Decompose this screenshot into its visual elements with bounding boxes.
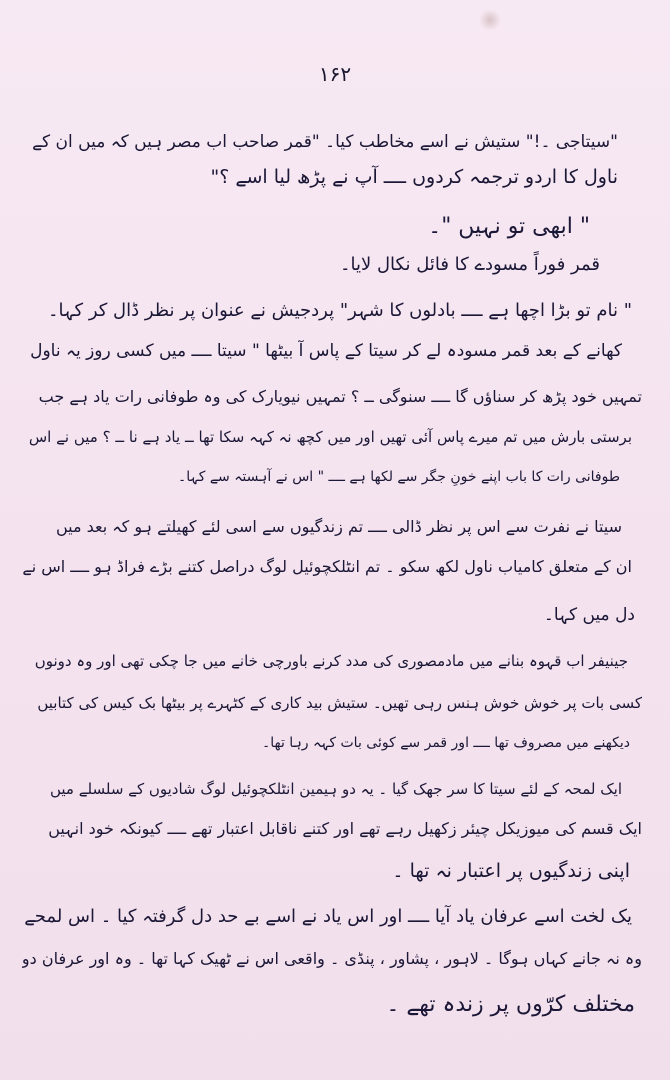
text-line: وہ نہ جانے کہاں ہوگا ۔ لاہور ، پشاور ، پنڈی ۔ واقعی اس نے ٹھیک کہا تھا ۔ وہ اور عرفان دو	[22, 949, 642, 968]
text-line: تمہیں خود پڑھ کر سناؤں گا ــــ سنوگی ــ ؟ تمہیں نیویارک کی وہ طوفانی رات یاد ہے جب	[38, 387, 642, 406]
text-line: دیکھنے میں مصروف تھا ــــ اور قمر سے کوئی بات کہہ رہا تھا۔	[262, 735, 630, 751]
text-line: دل میں کہا۔	[543, 605, 635, 625]
text-line: " نام تو بڑا اچھا ہے ــــ بادلوں کا شہر" پردجیش نے عنوان پر نظر ڈال کر کہا۔	[47, 300, 632, 321]
text-line: یک لخت اسے عرفان یاد آیا ــــ اور اس یاد نے اسے بے حد دل گرفتہ کیا ۔ اس لمحے	[24, 906, 632, 927]
text-line: قمر فوراً مسودے کا فائل نکال لایا۔	[340, 254, 600, 275]
text-line: اپنی زندگیوں پر اعتبار نہ تھا ۔	[392, 860, 630, 882]
text-line: برستی بارش میں تم میرے پاس آئی تھیں اور میں کچھ نہ کہہ سکا تھا ــ یاد ہے نا ــ ؟ میں نے اس	[28, 428, 632, 446]
text-line: کسی بات پر خوش خوش ہنس رہی تھیں۔ ستیش بید کاری کے کٹہرے پر بیٹھا بک کیس کی کتابیں	[37, 694, 642, 712]
text-line: "سیتاجی ۔!" ستیش نے اسے مخاطب کیا۔ "قمر صاحب اب مصر ہیں کہ میں ان کے	[32, 132, 618, 152]
text-line: طوفانی رات کا باب اپنے خونِ جگر سے لکھا ہے ــــ " اس نے آہستہ سے کہا۔	[178, 469, 620, 485]
text-line: ان کے متعلق کامیاب ناول لکھ سکو ۔ تم انٹلکچوئیل لوگ دراصل کتنے بڑے فراڈ ہو ــــ اس نے	[22, 557, 632, 576]
text-line: ایک لمحہ کے لئے سیتا کا سر جھک گیا ۔ یہ دو ہیمین انٹلکچوئیل لوگ شادیوں کے سلسلے میں	[49, 780, 622, 798]
text-line: ایک قسم کی میوزیکل چیئر زکھیل رہے تھے اور کتنے ناقابل اعتبار تھے ــــ کیونکہ خود انہیں	[48, 819, 642, 838]
text-line: مختلف کرّوں پر زندہ تھے ۔	[386, 992, 635, 1017]
text-line: سیتا نے نفرت سے اس پر نظر ڈالی ــــ تم زندگیوں سے اسی لئے کھیلتے ہو کہ بعد میں	[55, 517, 622, 536]
page-number: ۱۶۲	[318, 62, 352, 86]
text-line: جینیفر اب قہوہ بنانے میں مادمصوری کی مدد کرنے باورچی خانے میں جا چکی تھی اور وہ دونوں	[34, 652, 628, 670]
text-line: ناول کا اردو ترجمہ کردوں ــــ آپ نے پڑھ لیا اسے ؟"	[210, 166, 618, 188]
text-line: کھانے کے بعد قمر مسودہ لے کر سیتا کے پاس آ بیٹھا " سیتا ــــ میں کسی روز یہ ناول	[30, 341, 622, 361]
text-line: " ابھی تو نہیں "۔	[428, 214, 590, 239]
